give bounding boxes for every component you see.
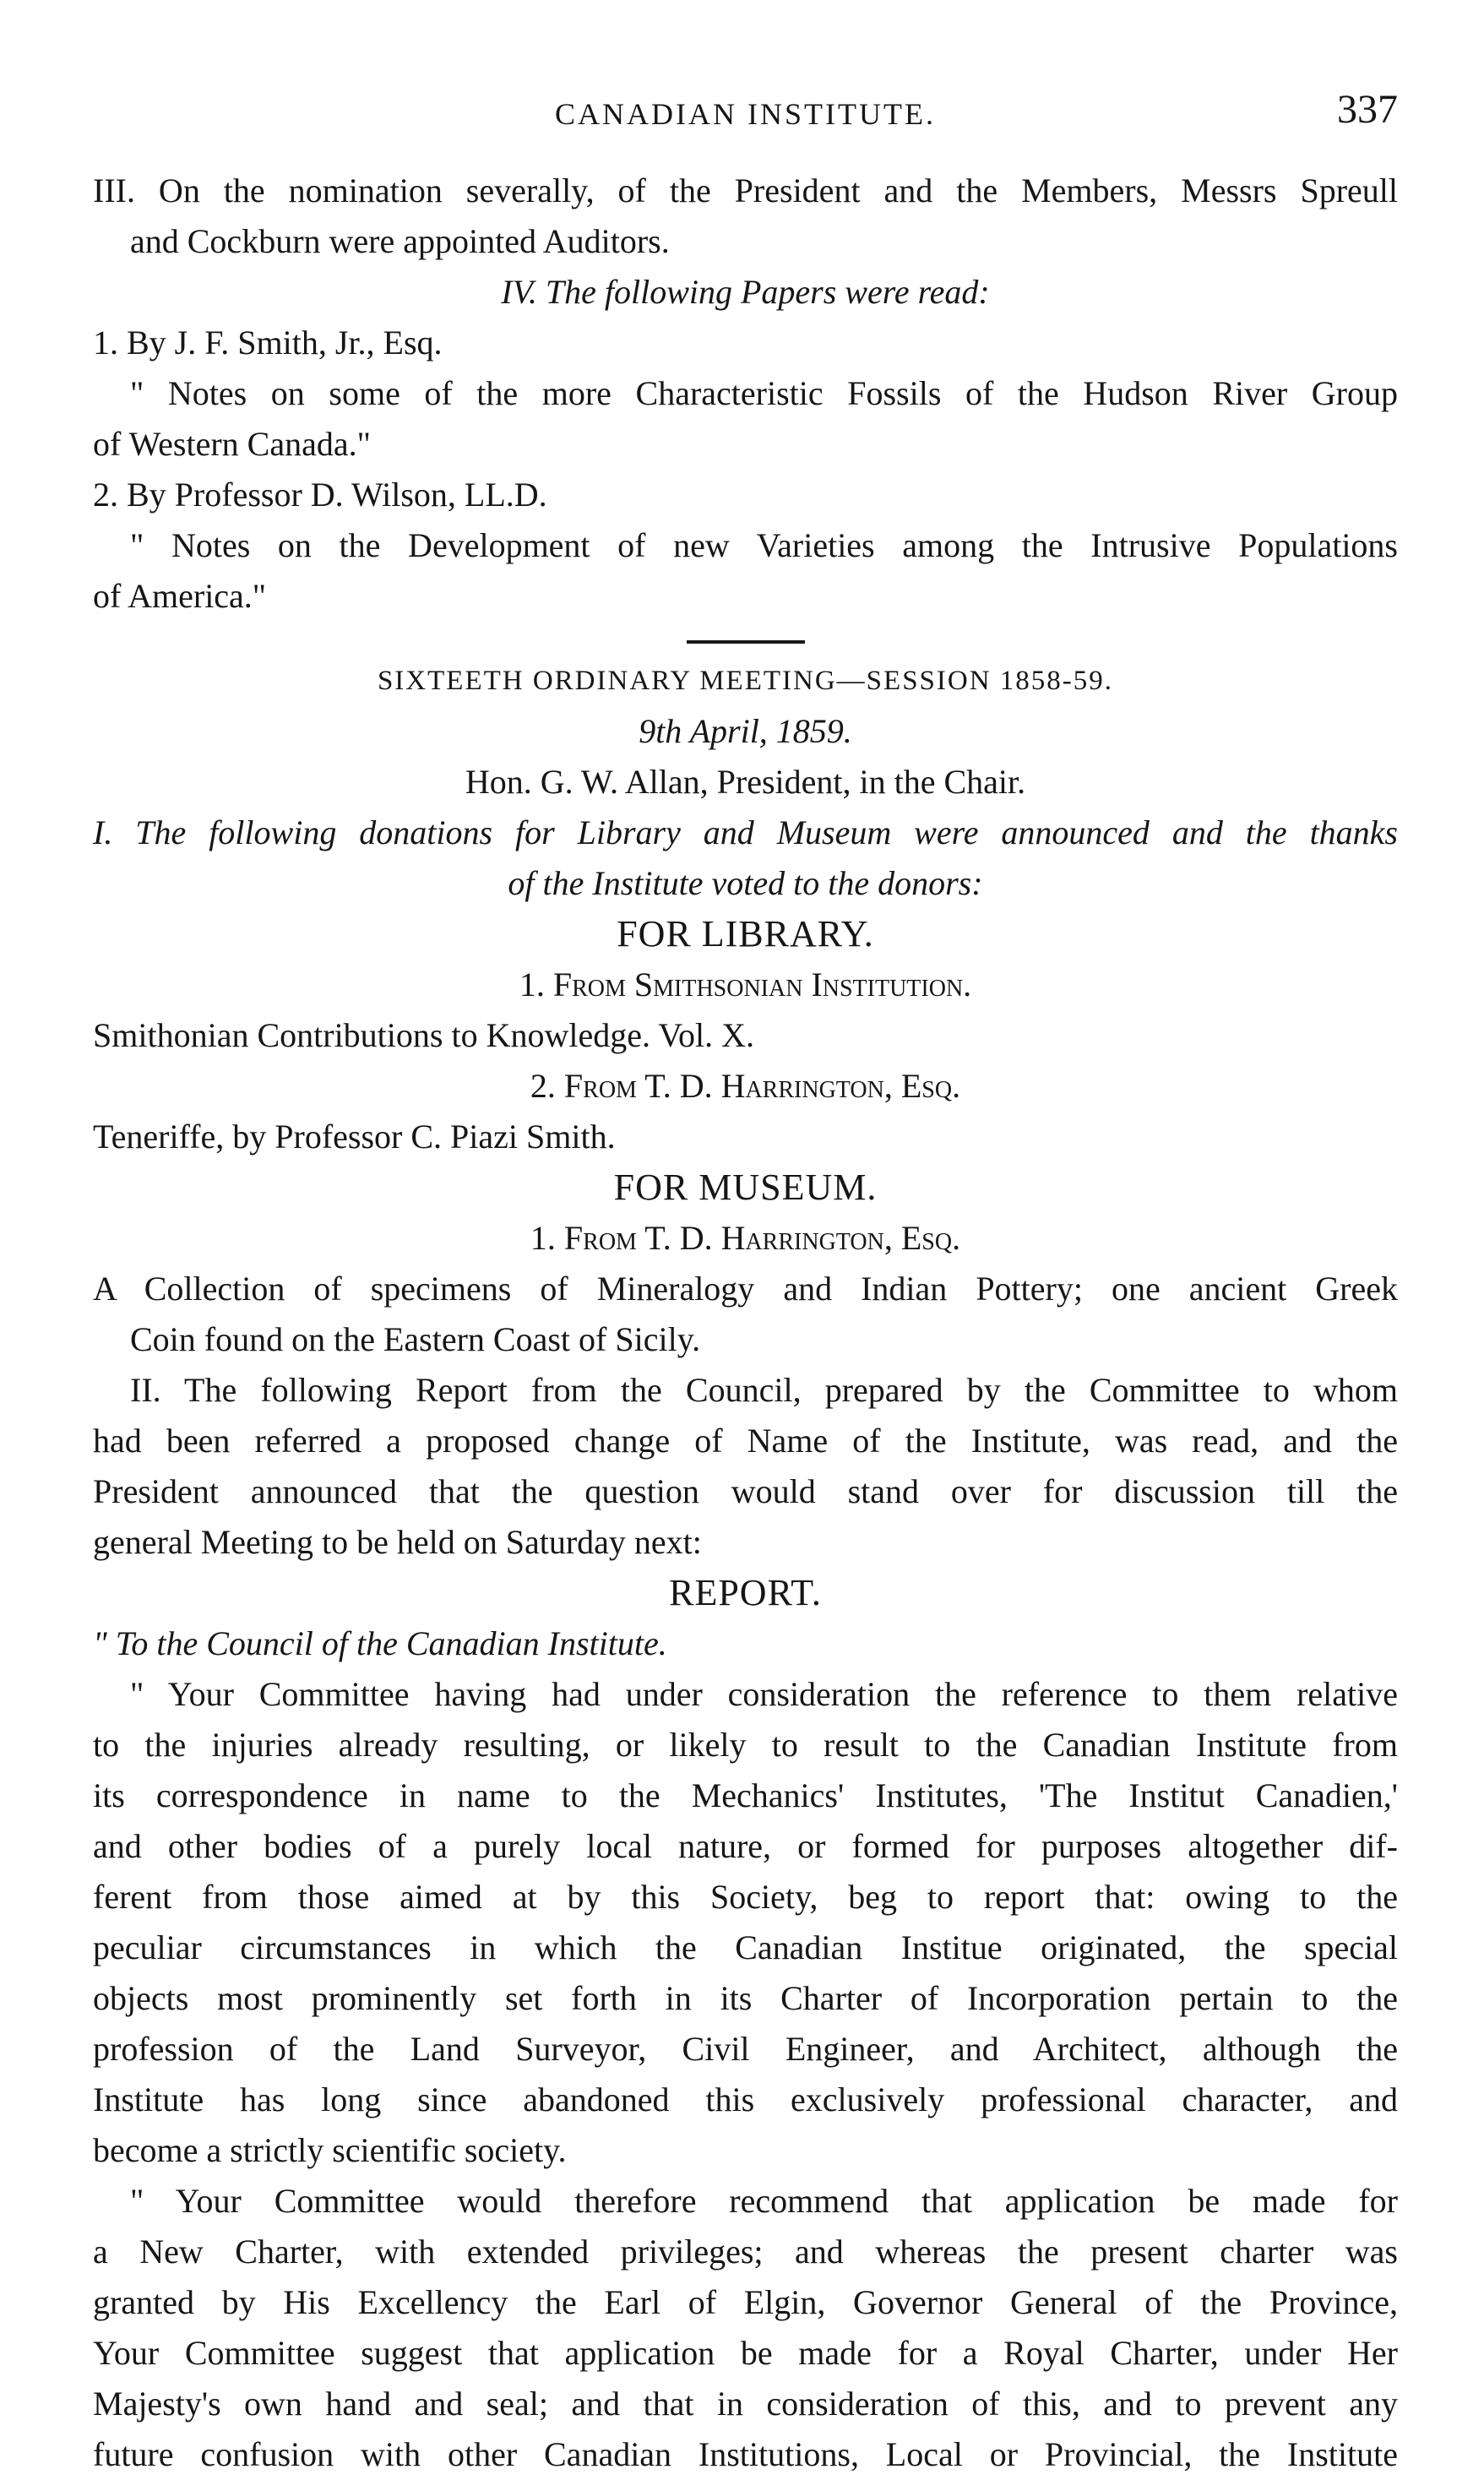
text-line: future confusion with other Canadian Institutions, Local or Provincial, the Institute (93, 2435, 1398, 2473)
text-line: 2. From T. D. Harrington, Esq. (530, 1067, 961, 1105)
text-line: Hon. G. W. Allan, President, in the Chair. (465, 763, 1026, 801)
text-line: III. On the nomination severally, of the President and the Members, Messrs Spreull (93, 171, 1398, 209)
text-line: 1. By J. F. Smith, Jr., Esq. (93, 324, 443, 362)
text-line: Majesty's own hand and seal; and that in consideration of this, and to prevent any (93, 2385, 1398, 2423)
text-line: 9th April, 1859. (639, 712, 852, 750)
text-line: and other bodies of a purely local nature, or formed for purposes altogether dif- (93, 1827, 1398, 1865)
text-line: to the injuries already resulting, or likely to result to the Canadian Institute from (93, 1726, 1398, 1764)
text-line: " Your Committee having had under consideration the reference to them relative (130, 1675, 1398, 1713)
text-line: had been referred a proposed change of Name of the Institute, was read, and the (93, 1422, 1398, 1460)
text-line: become a strictly scientific society. (93, 2131, 567, 2169)
text-line: II. The following Report from the Council, prepared by the Committee to whom (130, 1371, 1398, 1409)
text-line: " Your Committee would therefore recommend that application be made for (130, 2182, 1398, 2220)
text-line: SIXTEETH ORDINARY MEETING—SESSION 1858-59. (377, 666, 1114, 696)
text-line: Your Committee suggest that application be made for a Royal Charter, under Her (93, 2334, 1398, 2372)
text-line: A Collection of specimens of Mineralogy and Indian Pottery; one ancient Greek (93, 1270, 1398, 1308)
text-line: FOR LIBRARY. (617, 913, 874, 954)
text-line: " Notes on the Development of new Varieties among the Intrusive Populations (130, 526, 1398, 564)
text-line: its correspondence in name to the Mechanics' Institutes, 'The Institut Canadien,' (93, 1776, 1398, 1814)
text-line: I. The following donations for Library and Museum were announced and the thanks (93, 813, 1398, 851)
text-line: profession of the Land Surveyor, Civil Engineer, and Architect, although the (93, 2030, 1398, 2068)
text-line: of Western Canada." (93, 425, 371, 463)
text-line: general Meeting to be held on Saturday next: (93, 1523, 702, 1561)
text-line: Coin found on the Eastern Coast of Sicily. (130, 1320, 701, 1358)
text-line: and Cockburn were appointed Auditors. (130, 222, 670, 260)
text-line: granted by His Excellency the Earl of Elgin, Governor General of the Province, (93, 2283, 1398, 2321)
page-number: 337 (1337, 87, 1398, 132)
text-line: President announced that the question would stand over for discussion till the (93, 1472, 1398, 1510)
text-line: REPORT. (669, 1572, 822, 1613)
text-line: " To the Council of the Canadian Institute. (93, 1624, 667, 1662)
running-title: CANADIAN INSTITUTE. (555, 97, 936, 131)
text-line: of America." (93, 577, 267, 615)
text-line: 2. By Professor D. Wilson, LL.D. (93, 476, 547, 514)
text-line: a New Charter, with extended privileges; and whereas the present charter was (93, 2233, 1398, 2271)
text-line: Smithonian Contributions to Knowledge. Vol. X. (93, 1016, 754, 1054)
page-header (93, 87, 1398, 150)
text-line: peculiar circumstances in which the Canadian Institue originated, the special (93, 1928, 1398, 1966)
text-line: Teneriffe, by Professor C. Piazi Smith. (93, 1118, 616, 1156)
body-text (93, 166, 1398, 2480)
text-line: " Notes on some of the more Characteristic Fossils of the Hudson River Group (130, 374, 1398, 412)
text-line: ferent from those aimed at by this Society, beg to report that: owing to the (93, 1878, 1398, 1916)
text-line: FOR MUSEUM. (613, 1167, 878, 1208)
text-line: of the Institute voted to the donors: (508, 864, 983, 902)
text-line: IV. The following Papers were read: (501, 273, 990, 311)
section-divider (687, 640, 805, 644)
document-page (93, 87, 1398, 2480)
text-line: Institute has long since abandoned this exclusively professional character, and (93, 2080, 1398, 2118)
text-line: 1. From T. D. Harrington, Esq. (530, 1219, 961, 1257)
text-line: 1. From Smithsonian Institution. (519, 965, 972, 1003)
text-line: objects most prominently set forth in its Charter of Incorporation pertain to the (93, 1979, 1398, 2017)
